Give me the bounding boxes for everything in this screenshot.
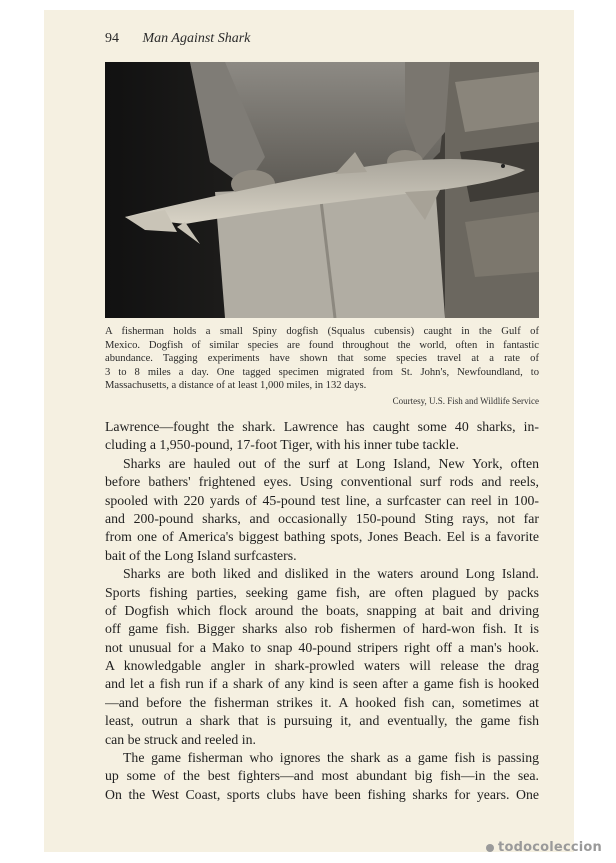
running-head [105, 31, 250, 47]
text-line: cluding a 1,950-pound, 17-foot Tiger, with his inner tube tackle. [105, 437, 459, 453]
text-line: can be struck and reeled in. [105, 731, 256, 747]
text-line: Sharks are both liked and disliked in the waters around Long Island. [123, 566, 539, 582]
dogfish-photo [105, 62, 539, 318]
caption-line: Massachusetts, a distance of at least 1,000 miles, in 132 days. [105, 380, 367, 392]
text-line: spooled with 220 yards of 45-pound test line, a surfcaster can reel in 100- [105, 492, 539, 508]
text-line: —and before the fisherman strikes it. A hooked fish can, sometimes at [105, 694, 539, 710]
text-line: not unusual for a Mako to snap 40-pound stripers right off a man's hook. [105, 639, 539, 655]
body-text [105, 418, 539, 804]
text-line: up some of the best fighters—and most abundant big fish—in the sea. [105, 768, 539, 784]
dogfish-illustration [105, 62, 539, 318]
figure-caption [105, 325, 539, 393]
caption-line: Mexico. Dogfish of similar species are found throughout the world, often in fantastic [105, 339, 539, 351]
text-line: off game fish. Bigger sharks also rob fishermen of hard-won fish. It is [105, 621, 539, 637]
watermark [486, 840, 602, 855]
text-line: A knowledgable angler in shark-prowled waters will release the drag [105, 658, 539, 674]
text-line: of Dogfish which flock around the boats, snapping at bait and driving [105, 602, 539, 618]
caption-line: 3 to 8 miles a day. One tagged specimen migrated from St. John's, Newfoundland, to [105, 366, 539, 378]
text-line: Sports fishing parties, seeking game fish, are often plagued by packs [105, 584, 539, 600]
text-line: Sharks are hauled out of the surf at Long Island, New York, often [123, 455, 539, 471]
text-line: bait of the Long Island surfcasters. [105, 547, 297, 563]
running-title: Man Against Shark [142, 31, 251, 46]
text-line: The game fisherman who ignores the shark as a game fish is passing [123, 750, 539, 766]
text-line: and 200-pound sharks, and occasionally 150-pound Sting rays, not far [105, 510, 539, 526]
caption-line: A fisherman holds a small Spiny dogfish (Squalus cubensis) caught in the Gulf of [105, 326, 539, 337]
page-number: 94 [105, 31, 119, 46]
text-line: and let a fish run if a shark of any kind is seen after a game fish is hooked [105, 676, 539, 692]
watermark-dot-icon [486, 844, 494, 852]
text-line: Lawrence—fought the shark. Lawrence has caught some 40 sharks, in- [105, 419, 539, 434]
watermark-text: todocoleccion [498, 840, 602, 855]
text-line: before bathers' frightened eyes. Using conventional surf rods and reels, [105, 474, 539, 490]
photo-credit: Courtesy, U.S. Fish and Wildlife Service [392, 396, 539, 406]
text-line: from one of America's biggest bathing spots, Jones Beach. Eel is a favorite [105, 529, 539, 545]
caption-line: abundance. Tagging experiments have shown that some species travel at a rate of [105, 353, 539, 365]
text-line: least, outrun a shark that is pursuing it, and eventually, the game fish [105, 713, 539, 729]
text-line: On the West Coast, sports clubs have been fishing sharks for years. One [105, 786, 539, 802]
